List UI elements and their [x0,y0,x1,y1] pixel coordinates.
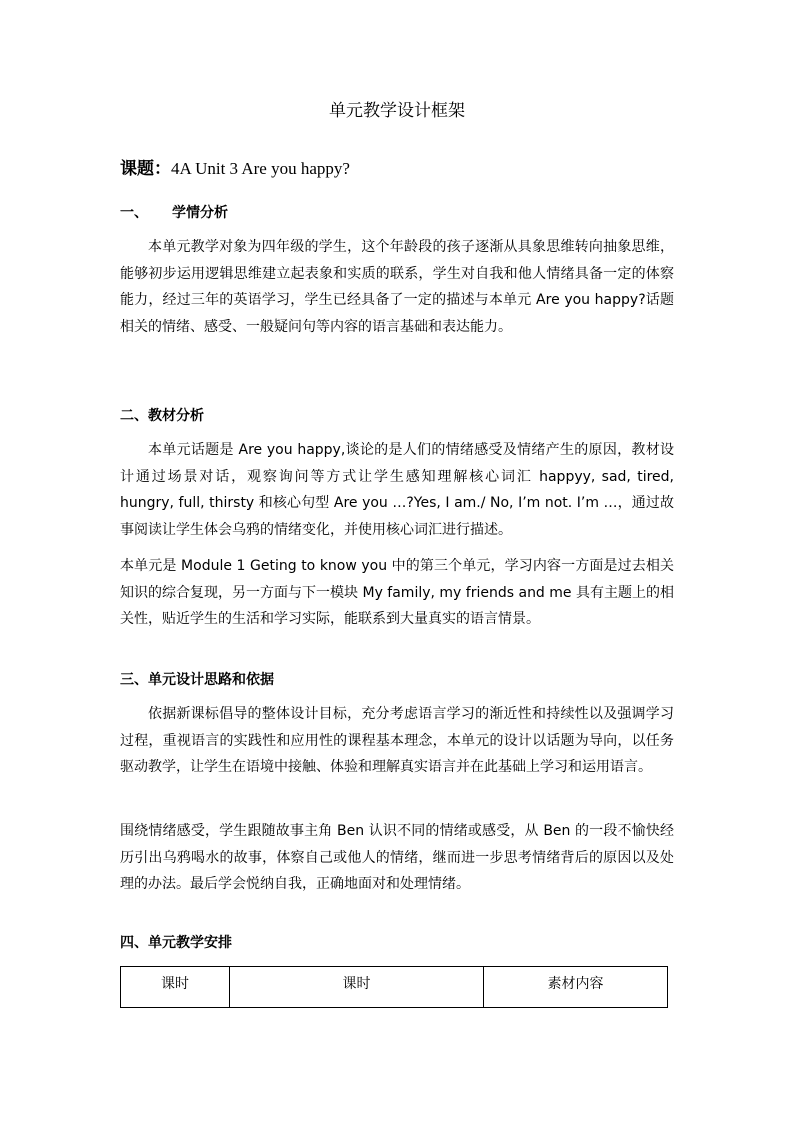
learner-analysis-paragraph: 本单元教学对象为四年级的学生，这个年龄段的孩子逐渐从具象思维转向抽象思维，能够初步运用逻辑思维建立起表象和实质的联系，学生对自我和他人情绪具备一定的体察能力，经过三年的英语学习，学生已经具备了一定的描述与本单元 Are you happy?话题相关的情绪、感受、一般疑问句等内容的语言基础和表达能力。 [120,239,674,335]
material-analysis-paragraph-2: 本单元是 Module 1 Geting to know you 中的第三个单元，学习内容一方面是过去相关知识的综合复现，另一方面与下一模块 My family, my friends and me 具有主题上的相关性，贴近学生的生活和学习实际，能联系到大量真实的语言情景。 [120,558,674,627]
section-number: 一、 [120,205,148,221]
design-rationale-paragraph-1: 依据新课标倡导的整体设计目标，充分考虑语言学习的渐近性和持续性以及强调学习过程，重视语言的实践性和应用性的课程基本理念，本单元的设计以话题为导向，以任务驱动教学，让学生在语境中接触、体验和理解真实语言并在此基础上学习和运用语言。 [120,706,674,775]
section-heading-design-rationale: 三、单元设计思路和依据 [120,672,274,688]
section-heading-material-analysis: 二、教材分析 [120,408,204,424]
table-header-cell: 素材内容 [484,967,668,1008]
table-header-cell: 课时 [121,967,230,1008]
subject-label: 课题： [120,159,171,179]
section-heading-teaching-schedule: 四、单元教学安排 [120,935,232,951]
design-rationale-paragraph-2: 围绕情绪感受，学生跟随故事主角 Ben 认识不同的情绪或感受，从 Ben 的一段不愉快经历引出乌鸦喝水的故事，体察自己或他人的情绪，继而进一步思考情绪背后的原因以及处理的办法。最后学会悦纳自我，正确地面对和处理情绪。 [120,823,674,892]
material-analysis-paragraph-1: 本单元话题是 Are you happy,谈论的是人们的情绪感受及情绪产生的原因，教材设计通过场景对话，观察询问等方式让学生感知理解核心词汇 happyy, sad, tired, hungry, full, thirsty 和核心句型 Are you …?Yes, I am./ No, I’m not. I’m …，通过故事阅读让学生体会乌鸦的情绪变化，并使用核心词汇进行描述。 [120,442,674,538]
document-title: 单元教学设计框架 [329,101,465,121]
section-heading-learner-analysis [120,202,228,222]
teaching-schedule-table [120,966,668,1008]
section-heading-text: 学情分析 [172,205,228,221]
subject-value: 4A Unit 3 Are you happy? [171,159,350,178]
table-header-cell: 课时 [230,967,484,1008]
subject-line [120,154,350,179]
table-header-row [121,967,668,1008]
